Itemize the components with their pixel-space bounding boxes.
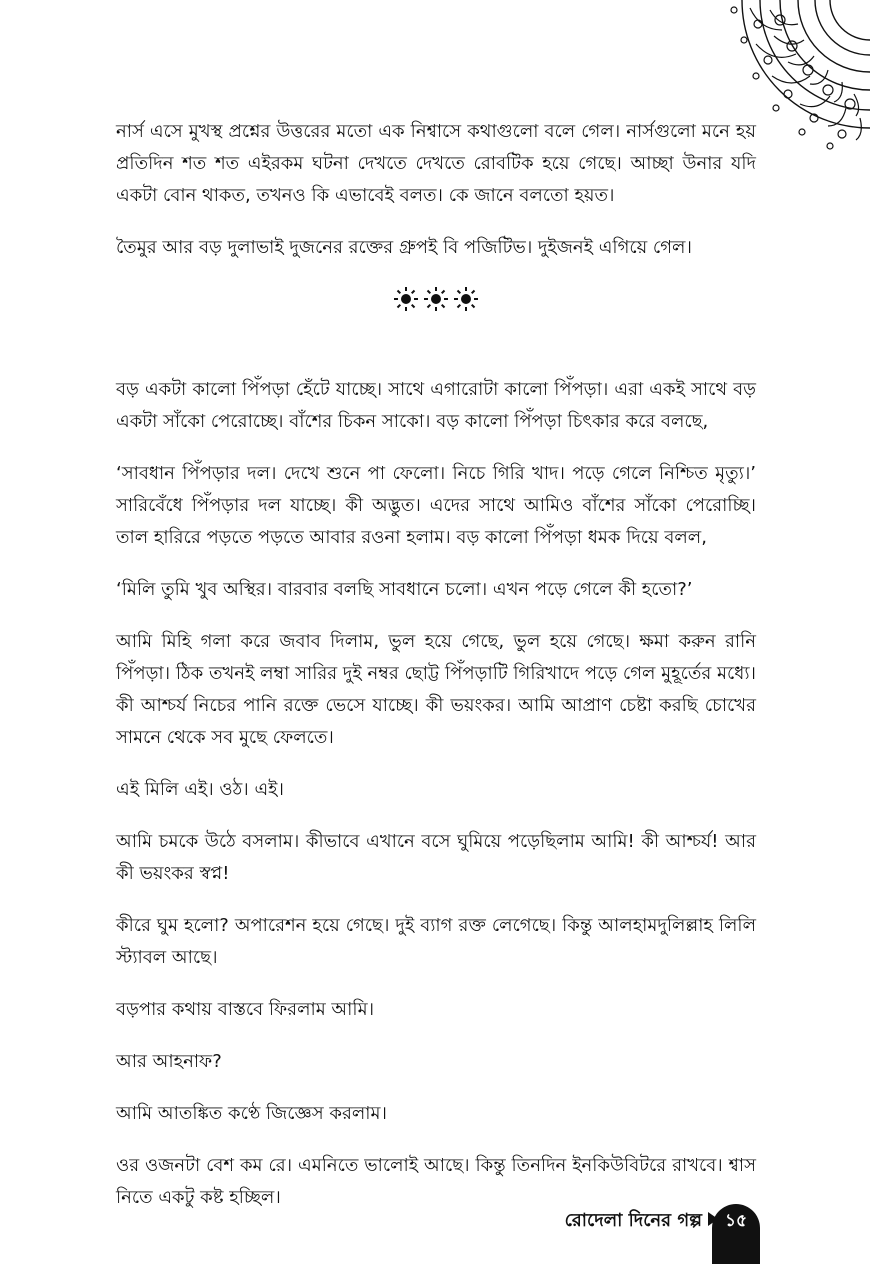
page-body bbox=[116, 116, 756, 1234]
paragraph: ওর ওজনটা বেশ কম রে। এমনিতে ভালোই আছে। কিন্তু তিনদিন ইনকিউবিটরে রাখবে। শ্বাস নিতে একটু কষ্ট হচ্ছিল। bbox=[116, 1155, 756, 1208]
paragraph: কীরে ঘুম হলো? অপারেশন হয়ে গেছে। দুই ব্যাগ রক্ত লেগেছে। কিন্তু আলহামদুলিল্লাহ লিলি স্ট্যাবল আছে। bbox=[116, 915, 756, 968]
paragraph: আমি চমকে উঠে বসলাম। কীভাবে এখানে বসে ঘুমিয়ে পড়েছিলাম আমি! কী আশ্চর্য! আর কী ভয়ংকর স্বপ্ন! bbox=[116, 831, 756, 884]
sun-icon bbox=[423, 286, 449, 312]
section-break-ornament bbox=[116, 284, 756, 314]
paragraph: আমি আতঙ্কিত কণ্ঠে জিজ্ঞেস করলাম। bbox=[116, 1103, 387, 1124]
sun-icon bbox=[393, 286, 419, 312]
paragraph: বড় একটা কালো পিঁপড়া হেঁটে যাচ্ছে। সাথে এগারোটা কালো পিঁপড়া। এরা একই সাথে বড় একটা সাঁকো পেরোচ্ছে। বাঁশের চিকন সাকো। বড় কালো পিঁপড়া চিৎকার করে বলছে, bbox=[116, 379, 756, 432]
page-number: ১৫ bbox=[724, 1211, 748, 1231]
paragraph: ‘সাবধান পিঁপড়ার দল। দেখে শুনে পা ফেলো। নিচে গিরি খাদ। পড়ে গেলে নিশ্চিত মৃত্যু।’ সারিবেঁধে পিঁপড়ার দল যাচ্ছে। কী অদ্ভুত। এদের সাথে আমিও বাঁশের সাঁকো পেরোচ্ছি। তাল হারিরে পড়তে পড়তে আবার রওনা হলাম। বড় কালো পিঁপড়া ধমক দিয়ে বলল, bbox=[116, 463, 756, 548]
paragraph: তৈমুর আর বড় দুলাভাই দুজনের রক্তের গ্রুপই বি পজিটিভ। দুইজনই এগিয়ে গেল। bbox=[116, 237, 692, 258]
book-title: রোদেলা দিনের গল্প bbox=[564, 1210, 702, 1231]
paragraph: বড়পার কথায় বাস্তবে ফিরলাম আমি। bbox=[116, 999, 375, 1020]
paragraph: আমি মিহি গলা করে জবাব দিলাম, ভুল হয়ে গেছে, ভুল হয়ে গেছে। ক্ষমা করুন রানি পিঁপড়া। ঠিক তখনই লম্বা সারির দুই নম্বর ছোট্ট পিঁপড়াটি গিরিখাদে পড়ে গেল মুহূর্তের মধ্যে। কী আশ্চর্য নিচের পানি রক্তে ভেসে যাচ্ছে। কী ভয়ংকর। আমি আপ্রাণ চেষ্টা করছি চোখের সামনে থেকে সব মুছে ফেলতে। bbox=[116, 631, 756, 748]
sun-icon bbox=[453, 286, 479, 312]
paragraph: ‘মিলি তুমি খুব অস্থির। বারবার বলছি সাবধানে চলো। এখন পড়ে গেলে কী হতো?’ bbox=[116, 579, 693, 600]
paragraph: আর আহনাফ? bbox=[116, 1051, 222, 1072]
page-footer bbox=[450, 1190, 870, 1264]
paragraph: নার্স এসে মুখস্থ প্রশ্নের উত্তরের মতো এক নিশ্বাসে কথাগুলো বলে গেল। নার্সগুলো মনে হয় প্রতিদিন শত শত এইরকম ঘটনা দেখতে দেখতে রোবটিক হয়ে গেছে। আচ্ছা উনার যদি একটা বোন থাকত, তখনও কি এভাবেই বলত। কে জানে বলতো হয়ত। bbox=[116, 121, 756, 206]
paragraph: এই মিলি এই। ওঠ। এই। bbox=[116, 779, 284, 800]
